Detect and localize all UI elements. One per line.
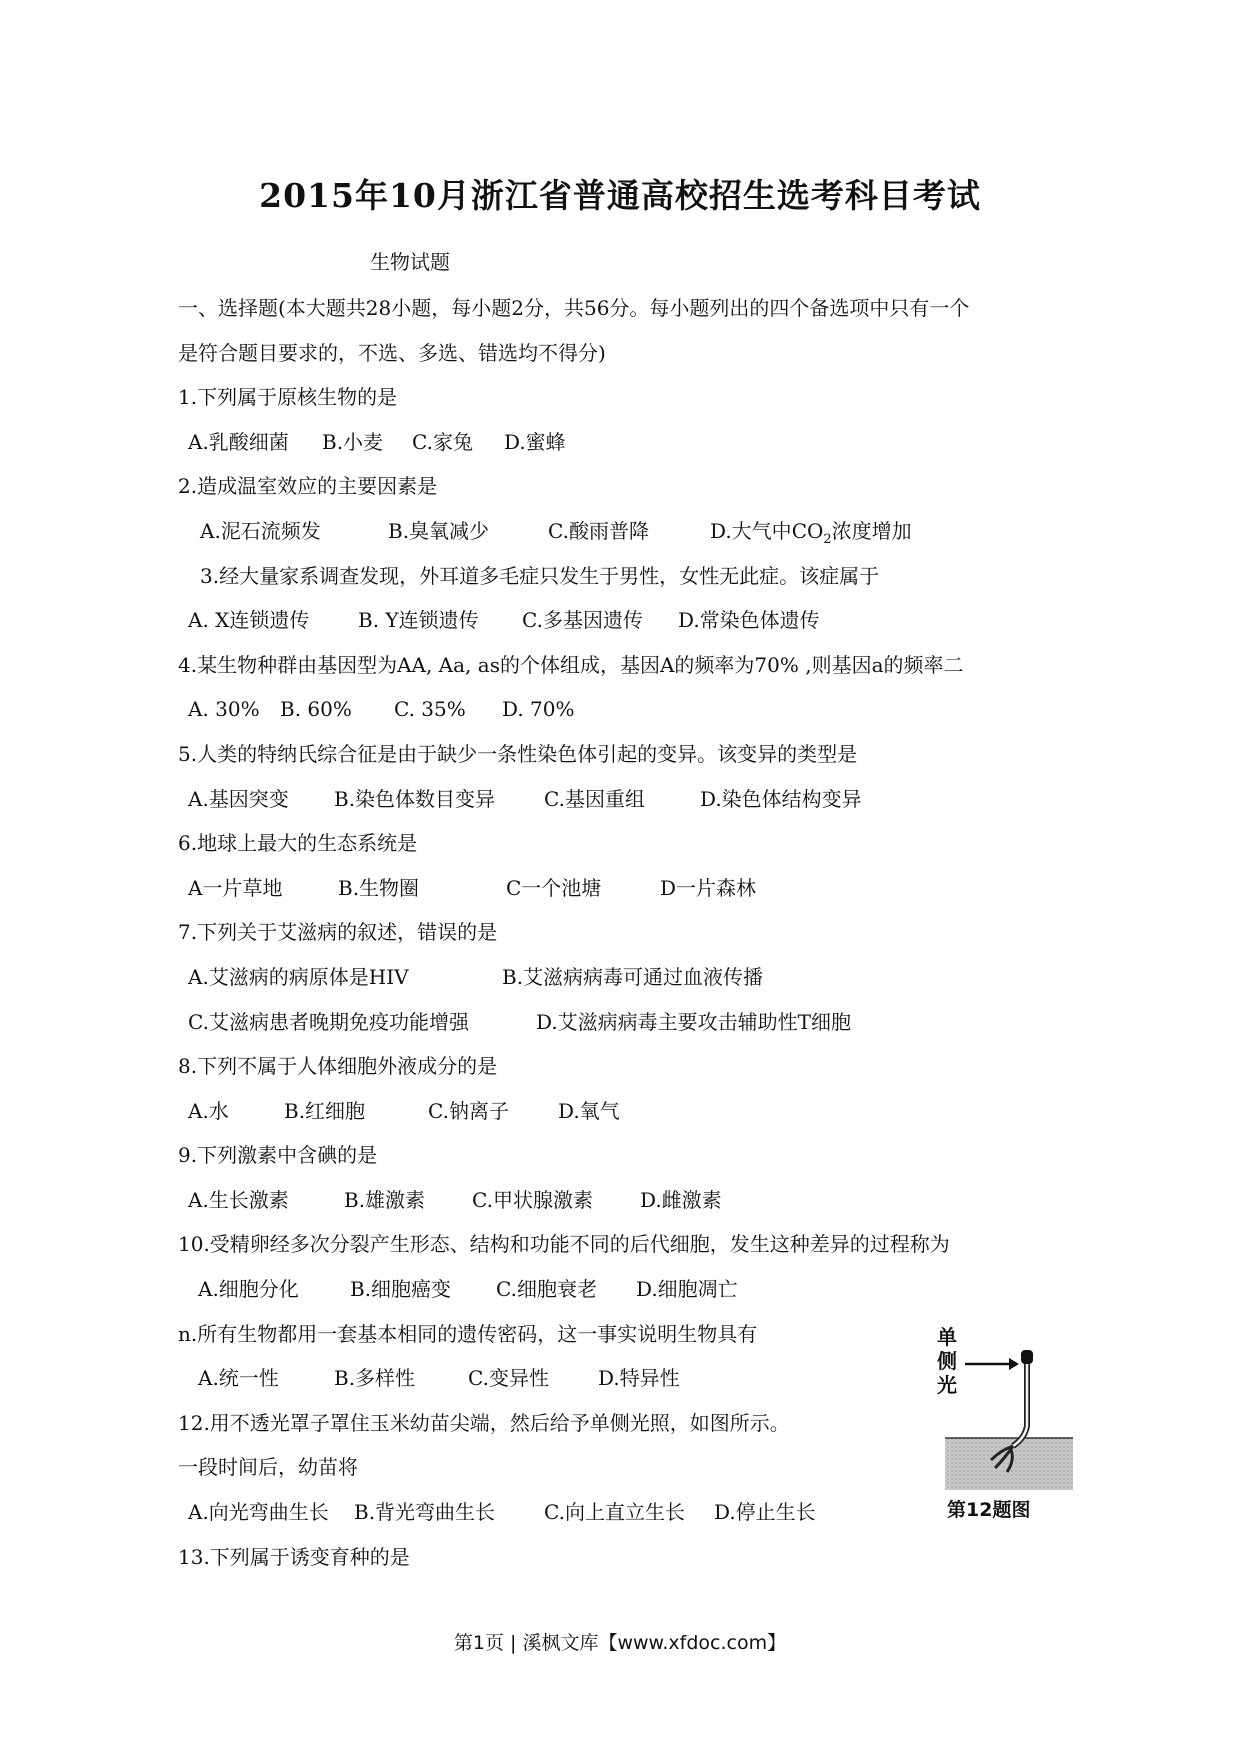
- question-6-options: [178, 866, 1078, 911]
- question-12-stem-1: 12.用不透光罩子罩住玉米幼苗尖端，然后给予单侧光照，如图所示。: [178, 1410, 790, 1435]
- option-a: A. 30%: [188, 697, 260, 722]
- option-d-prefix: D.大气中: [710, 518, 792, 543]
- option-b: B. 60%: [280, 697, 352, 722]
- option-c: C.变异性: [468, 1366, 549, 1391]
- option-a: A.乳酸细菌: [188, 429, 289, 454]
- option-d-subscript: 2: [823, 531, 832, 547]
- question-5-stem: 5.人类的特纳氏综合征是由于缺少一条性染色体引起的变异。该变异的类型是: [178, 741, 858, 766]
- option-a: A.向光弯曲生长: [188, 1500, 329, 1525]
- question-9-stem: 9.下列激素中含碘的是: [178, 1143, 378, 1168]
- question-3-options: [178, 598, 1078, 643]
- option-c: C.向上直立生长: [544, 1500, 685, 1525]
- question-7-options-1: [178, 955, 1078, 1000]
- question-3-stem: 3.经大量家系调查发现，外耳道多毛症只发生于男性，女性无此症。该症属于: [200, 563, 880, 588]
- figure-label-char: 单: [937, 1325, 957, 1349]
- option-c: C一个池塘: [506, 875, 602, 900]
- option-b: B.生物圈: [338, 875, 420, 900]
- option-d: D.细胞凋亡: [636, 1277, 738, 1302]
- option-c: C.甲状腺激素: [472, 1187, 593, 1212]
- question-12-stem-2: 一段时间后，幼苗将: [178, 1455, 358, 1480]
- option-b: B.红细胞: [284, 1098, 366, 1123]
- question-8-options: [178, 1089, 1078, 1134]
- option-c: C.酸雨普降: [548, 518, 649, 543]
- option-a: A.统一性: [198, 1366, 279, 1391]
- question-7-options-2: [178, 1000, 1078, 1045]
- question-12-figure: [935, 1318, 1075, 1523]
- option-a: A一片草地: [188, 875, 283, 900]
- option-a: A.细胞分化: [198, 1277, 299, 1302]
- question-9-options: [178, 1178, 1078, 1223]
- option-d: D.氧气: [558, 1098, 620, 1123]
- option-b: B.臭氧减少: [388, 518, 490, 543]
- question-10-options: [178, 1267, 1078, 1312]
- question-2-stem: 2.造成温室效应的主要因素是: [178, 474, 438, 499]
- option-a: A.艾滋病的病原体是HIV: [188, 964, 409, 989]
- section-instruction-2: 是符合题目要求的，不选、多选、错选均不得分): [178, 340, 606, 365]
- question-4-stem: 4.某生物种群由基因型为AA, Aa, as的个体组成，基因A的频率为70% ,则基因a的频率二: [178, 652, 964, 677]
- question-1-stem: 1.下列属于原核生物的是: [178, 385, 398, 410]
- option-c: C.家兔: [412, 429, 473, 454]
- option-b: B. Y连锁遗传: [358, 608, 479, 633]
- question-1-options: [178, 420, 1078, 465]
- option-c: C.艾滋病患者晚期免疫功能增强: [188, 1009, 469, 1034]
- question-2-options: [178, 509, 1078, 554]
- light-arrow-icon: [965, 1358, 1019, 1370]
- option-c: C.钠离子: [428, 1098, 509, 1123]
- option-c: C.基因重组: [544, 786, 645, 811]
- option-b: B.细胞癌变: [350, 1277, 452, 1302]
- option-d-suffix: 浓度增加: [831, 518, 912, 543]
- option-b: B.雄激素: [344, 1187, 426, 1212]
- option-d: D.艾滋病病毒主要攻击辅助性T细胞: [536, 1009, 852, 1034]
- option-b: B.多样性: [334, 1366, 416, 1391]
- option-b: B.染色体数目变异: [334, 786, 496, 811]
- option-b: B.背光弯曲生长: [354, 1500, 496, 1525]
- page-footer: 第1页 | 溪枫文库【www.xfdoc.com】: [453, 1632, 787, 1654]
- option-c: C. 35%: [394, 697, 466, 722]
- option-d-chem: CO: [791, 518, 824, 543]
- option-a: A. X连锁遗传: [188, 608, 310, 633]
- question-5-options: [178, 777, 1078, 822]
- page-title: 2015年10月浙江省普通高校招生选考科目考试: [259, 176, 981, 215]
- option-d: D.常染色体遗传: [678, 608, 820, 633]
- question-11-stem: n.所有生物都用一套基本相同的遗传密码，这一事实说明生物具有: [178, 1321, 758, 1346]
- option-c: C.细胞衰老: [496, 1277, 597, 1302]
- figure-label-char: 侧: [937, 1349, 957, 1373]
- option-c: C.多基因遗传: [522, 608, 643, 633]
- figure-caption: 第12题图: [947, 1499, 1031, 1521]
- question-8-stem: 8.下列不属于人体细胞外液成分的是: [178, 1054, 498, 1079]
- option-a: A.基因突变: [188, 786, 289, 811]
- option-b: B.艾滋病病毒可通过血液传播: [502, 964, 764, 989]
- question-10-stem: 10.受精卵经多次分裂产生形态、结构和功能不同的后代细胞，发生这种差异的过程称为: [178, 1232, 950, 1257]
- question-4-options: [178, 687, 1078, 732]
- figure-label-char: 光: [937, 1373, 957, 1397]
- option-a: A.泥石流频发: [200, 518, 321, 543]
- option-d: D.雌激素: [640, 1187, 722, 1212]
- page-subtitle: 生物试题: [370, 250, 450, 274]
- option-a: A.生长激素: [188, 1187, 289, 1212]
- option-d: D.停止生长: [714, 1500, 816, 1525]
- question-13-stem: 13.下列属于诱变育种的是: [178, 1544, 410, 1569]
- option-a: A.水: [188, 1098, 229, 1123]
- option-d: D一片森林: [660, 875, 757, 900]
- soil-rect: [945, 1438, 1073, 1490]
- section-instruction-1: 一、选择题(本大题共28小题，每小题2分，共56分。每小题列出的四个备选项中只有一个: [178, 296, 970, 320]
- question-6-stem: 6.地球上最大的生态系统是: [178, 831, 418, 856]
- option-d: D.特异性: [598, 1366, 680, 1391]
- question-7-stem: 7.下列关于艾滋病的叙述，错误的是: [178, 920, 498, 945]
- option-d: D. 70%: [502, 697, 575, 722]
- option-b: B.小麦: [322, 429, 384, 454]
- option-d: D.染色体结构变异: [700, 786, 862, 811]
- option-d: D.蜜蜂: [504, 429, 566, 454]
